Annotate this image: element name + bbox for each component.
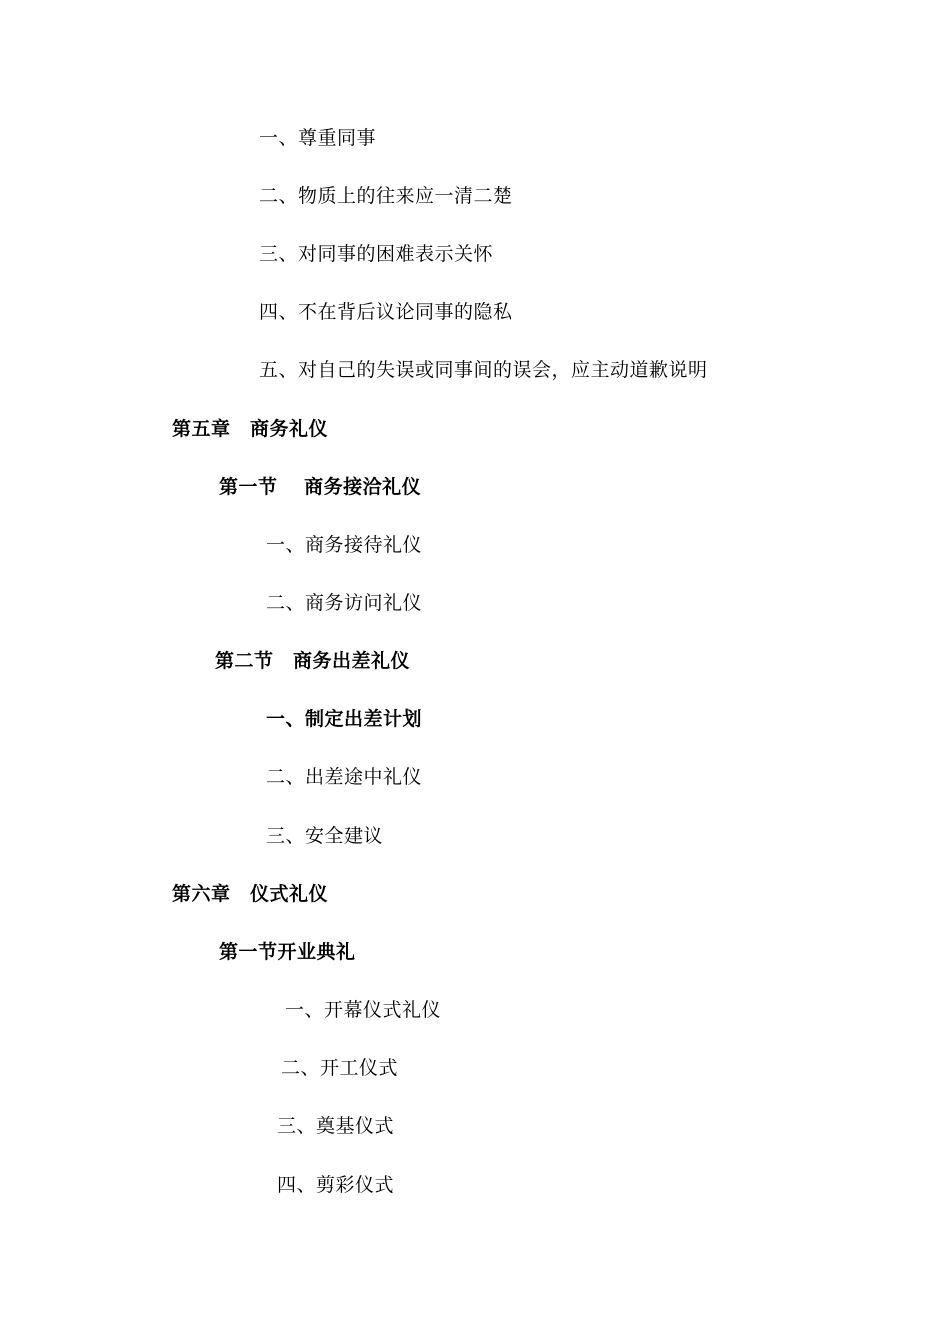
list-item: 一、制定出差计划 <box>266 708 423 730</box>
list-item: 一、尊重同事 <box>259 127 377 149</box>
list-item: 二、物质上的往来应一清二楚 <box>259 185 513 207</box>
list-item: 三、安全建议 <box>266 825 384 847</box>
section-heading: 第二节 商务出差礼仪 <box>215 650 411 672</box>
list-item: 三、对同事的困难表示关怀 <box>259 243 494 265</box>
chapter-heading: 第五章 商务礼仪 <box>172 418 329 440</box>
list-item: 三、奠基仪式 <box>277 1115 395 1137</box>
list-item: 二、出差途中礼仪 <box>266 766 423 788</box>
list-item: 五、对自己的失误或同事间的误会，应主动道歉说明 <box>259 359 708 381</box>
list-item: 一、商务接待礼仪 <box>266 534 423 556</box>
section-heading: 第一节 商务接洽礼仪 <box>219 476 422 498</box>
section-heading: 第一节开业典礼 <box>219 941 356 963</box>
list-item: 一、开幕仪式礼仪 <box>285 999 442 1021</box>
list-item: 二、开工仪式 <box>281 1057 399 1079</box>
list-item: 四、剪彩仪式 <box>277 1174 395 1196</box>
list-item: 二、商务访问礼仪 <box>266 592 423 614</box>
chapter-heading: 第六章 仪式礼仪 <box>172 883 329 905</box>
list-item: 四、不在背后议论同事的隐私 <box>259 301 513 323</box>
